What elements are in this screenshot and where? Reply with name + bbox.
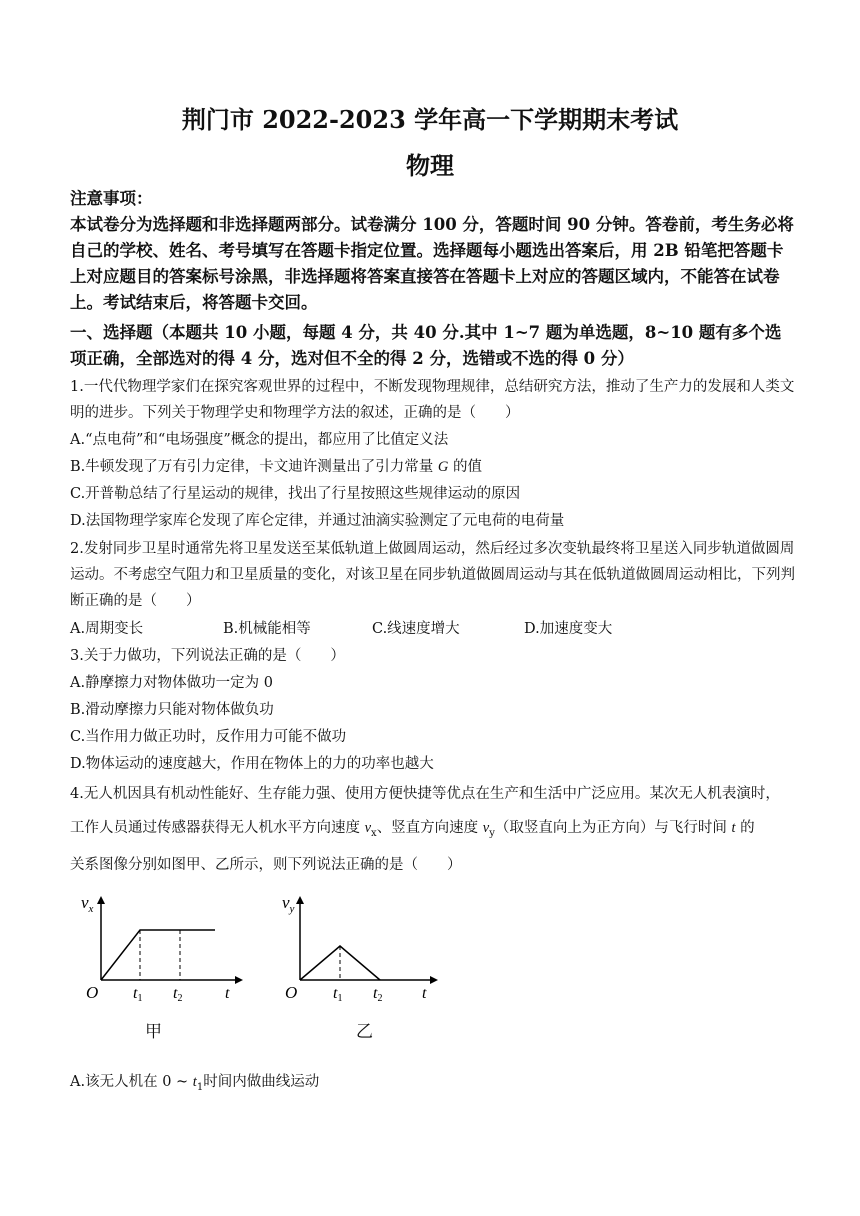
q3-option-d: D.物体运动的速度越大，作用在物体上的力的功率也越大 (70, 756, 434, 772)
q2-option-c: C.线速度增大 (372, 621, 460, 637)
y-arrow-icon (296, 896, 304, 904)
x-arrow-icon (235, 976, 243, 984)
q1-option-d: D.法国物理学家库仑发现了库仑定律，并通过油滴实验测定了元电荷的电荷量 (70, 513, 565, 529)
t1-label: t1 (133, 985, 143, 1003)
caption-jia: 甲 (145, 1022, 162, 1042)
x-label: t (225, 985, 230, 1002)
notice-body: 本试卷分为选择题和非选择题两部分。试卷满分 100 分，答题时间 90 分钟。答卷前，考生务必将自己的学校、姓名、考号填写在答题卡指定位置。选择题每小题选出答案后，用 2B 铅笔把答题卡上对应题目的答案标号涂黑，非选择题将答案直接答在答题卡上对应的答题区域内，不能答在试卷上。考试结束后，将答题卡交回。 (70, 215, 794, 312)
q2-option-a: A.周期变长 (70, 621, 144, 637)
exam-subject: 物理 (406, 151, 454, 180)
section-heading: 一、选择题（本题共 10 小题，每题 4 分，共 40 分.其中 1~7 题为单选题，8~10 题有多个选项正确，全部选对的得 4 分，选对但不全的得 2 分，选错或不选的得 0 分） (70, 323, 782, 368)
q1-option-b: B.牛顿发现了万有引力定律，卡文迪许测量出了引力常量 G 的值 (70, 459, 482, 475)
q2-stem: 2.发射同步卫星时通常先将卫星发送至某低轨道上做圆周运动，然后经过多次变轨最终将卫星送入同步轨道做圆周运动。不考虑空气阻力和卫星质量的变化，对该卫星在同步轨道做圆周运动与其在低轨道做圆周运动相比，下列判断正确的是（ ） (70, 541, 795, 609)
t2-label: t2 (373, 985, 383, 1003)
exam-title: 荆门市 2022-2023 学年高一下学期期末考试 (181, 105, 679, 134)
q1-option-a: A.“点电荷”和“电场强度”概念的提出，都应用了比值定义法 (70, 432, 449, 448)
y-arrow-icon (97, 896, 105, 904)
q4-line1: 4.无人机因具有机动性能好、生存能力强、使用方便快捷等优点在生产和生活中广泛应用。某次无人机表演时， (70, 786, 780, 802)
q4-line2: 工作人员通过传感器获得无人机水平方向速度 $v_x$、竖直方向速度 $v_y$（取竖直向上为正方向）与飞行时间 t 的 (70, 820, 755, 839)
x-arrow-icon (430, 976, 438, 984)
q4-option-a: A.该无人机在 0 ~ $t_1$时间内做曲线运动 (70, 1074, 320, 1093)
q4-line3: 关系图像分别如图甲、乙所示，则下列说法正确的是（ ） (70, 857, 462, 873)
origin-label: O (285, 983, 298, 1002)
t2-label: t2 (173, 985, 183, 1003)
notice-heading: 注意事项： (70, 189, 153, 208)
origin-label: O (86, 983, 99, 1002)
graph-jia (75, 888, 250, 1003)
q3-option-b: B.滑动摩擦力只能对物体做负功 (70, 702, 274, 718)
x-label: t (422, 985, 427, 1002)
y-label: $v_y$ (282, 893, 295, 915)
caption-yi: 乙 (356, 1022, 373, 1042)
q3-stem: 3.关于力做功，下列说法正确的是（ ） (70, 648, 345, 664)
q3-option-a: A.静摩擦力对物体做功一定为 0 (70, 675, 273, 691)
t1-label: t1 (333, 985, 343, 1003)
q1-stem: 1.一代代物理学家们在探究客观世界的过程中，不断发现物理规律，总结研究方法，推动了生产力的发展和人类文明的进步。下列关于物理学史和物理学方法的叙述，正确的是（ ） (70, 379, 795, 421)
q2-option-d: D.加速度变大 (524, 621, 613, 637)
q1-option-c: C.开普勒总结了行星运动的规律，找出了行星按照这些规律运动的原因 (70, 486, 521, 502)
q2-option-b: B.机械能相等 (223, 621, 311, 637)
q3-option-c: C.当作用力做正功时，反作用力可能不做功 (70, 729, 347, 745)
y-label: $v_x$ (81, 893, 94, 915)
vx-curve (101, 930, 215, 980)
graph-yi (280, 888, 455, 1003)
